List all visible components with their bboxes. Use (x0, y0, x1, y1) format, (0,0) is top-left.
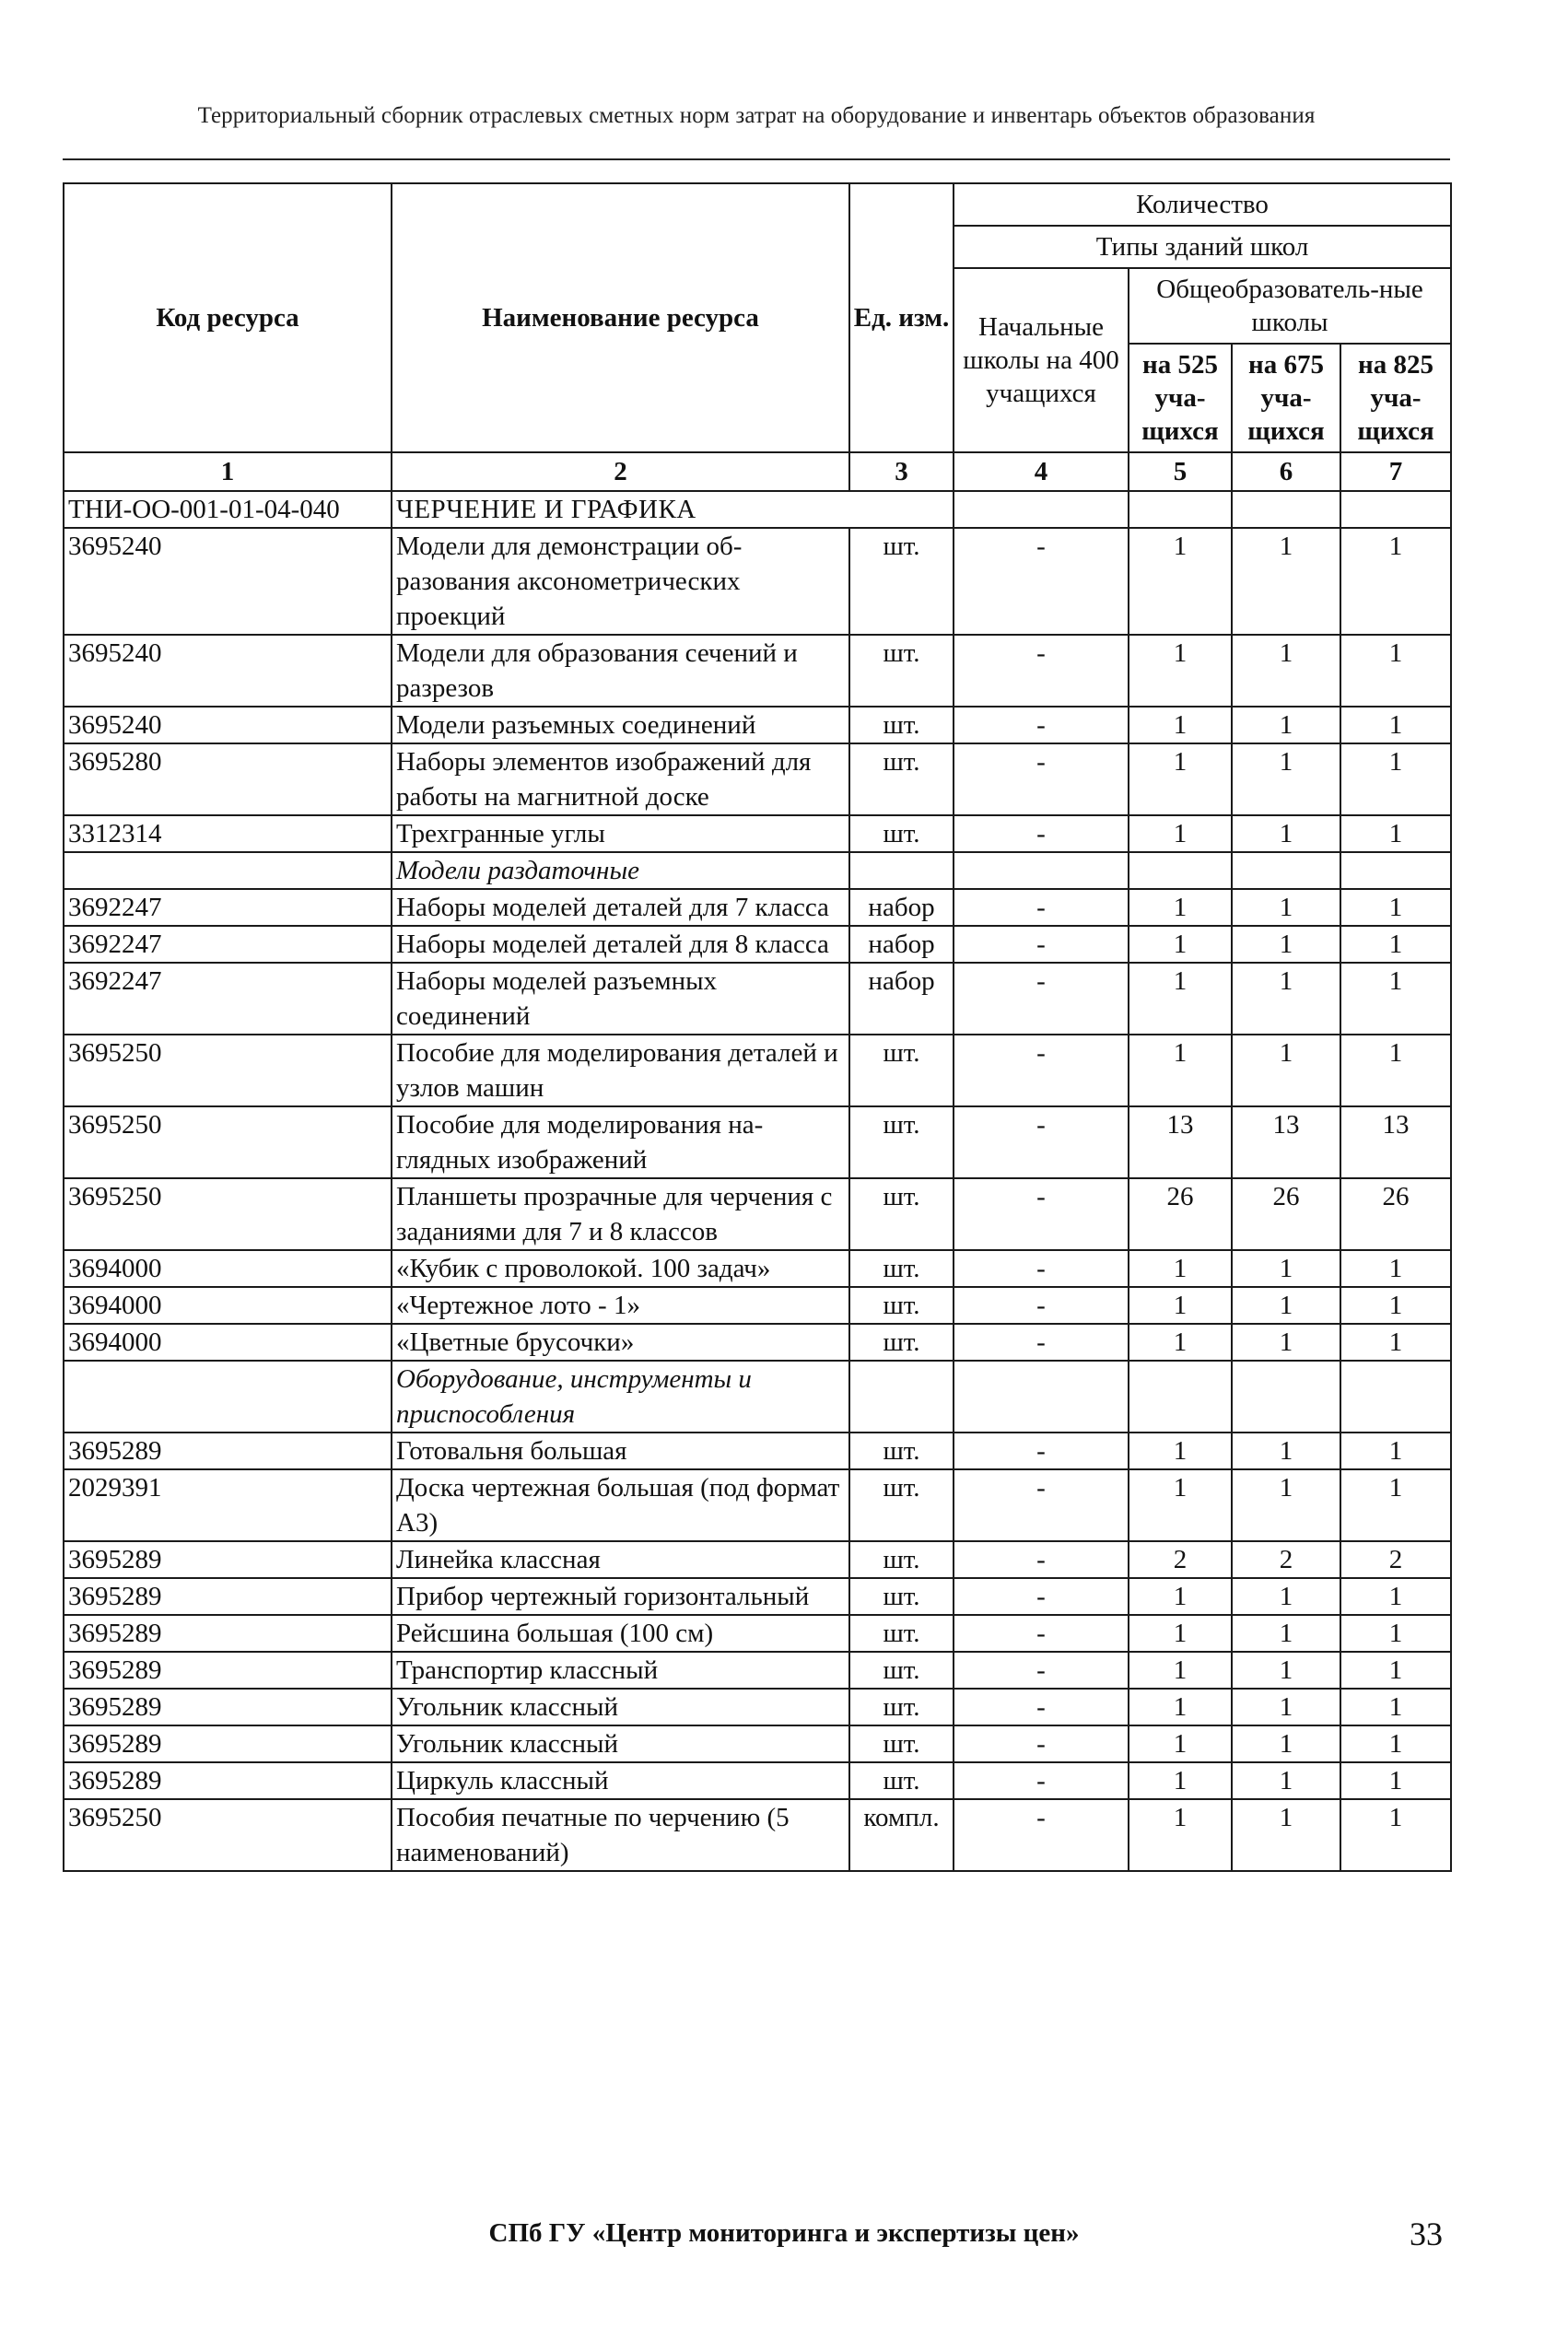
table-row (64, 963, 1451, 1035)
unit: шт. (849, 1433, 954, 1469)
qty-675: 26 (1232, 1178, 1340, 1250)
resource-name: Доска чертежная большая (под формат А3) (392, 1469, 849, 1541)
qty-primary-400: - (954, 707, 1129, 743)
subsection-title: Оборудование, инструменты и приспособления (392, 1361, 849, 1433)
unit: шт. (849, 815, 954, 852)
subsection-row (64, 852, 1451, 889)
qty-primary-400: - (954, 1762, 1129, 1799)
qty-primary-400: - (954, 1250, 1129, 1287)
resource-name: Циркуль классный (392, 1762, 849, 1799)
qty-525: 1 (1129, 1035, 1232, 1106)
qty-825: 1 (1340, 1615, 1451, 1652)
section-code: ТНИ-ОО-001-01-04-040 (64, 491, 392, 528)
qty-525: 1 (1129, 743, 1232, 815)
qty-825: 1 (1340, 1652, 1451, 1689)
qty-primary-400: - (954, 635, 1129, 707)
subsection-row (64, 1361, 1451, 1433)
qty-675: 1 (1232, 1652, 1340, 1689)
resource-code: 3695240 (64, 635, 392, 707)
column-number-row (64, 452, 1451, 491)
qty-675: 2 (1232, 1541, 1340, 1578)
qty-825: 1 (1340, 635, 1451, 707)
resource-code: 3695289 (64, 1689, 392, 1725)
qty-525: 1 (1129, 1689, 1232, 1725)
col-number: 6 (1232, 452, 1340, 491)
qty-525: 1 (1129, 889, 1232, 926)
qty-primary-400: - (954, 528, 1129, 635)
header-general-schools: Общеобразователь-ные школы (1129, 268, 1451, 344)
table-row (64, 1178, 1451, 1250)
qty-525: 1 (1129, 1469, 1232, 1541)
qty-primary-400: - (954, 926, 1129, 963)
qty-primary-400: - (954, 1652, 1129, 1689)
resource-name: Линейка классная (392, 1541, 849, 1578)
table-row (64, 1652, 1451, 1689)
header-name: Наименование ресурса (392, 183, 849, 452)
resource-name: Готовальня большая (392, 1433, 849, 1469)
qty-525: 1 (1129, 1433, 1232, 1469)
resource-code: 3695250 (64, 1799, 392, 1871)
qty-primary-400: - (954, 1433, 1129, 1469)
qty-525: 1 (1129, 1725, 1232, 1762)
unit: набор (849, 889, 954, 926)
unit: шт. (849, 1250, 954, 1287)
qty-675: 1 (1232, 635, 1340, 707)
resource-name: Планшеты прозрачные для черчения с заданиями для 7 и 8 классов (392, 1178, 849, 1250)
page-number: 33 (1410, 2216, 1443, 2252)
table-row (64, 815, 1451, 852)
unit: шт. (849, 1652, 954, 1689)
unit: шт. (849, 1725, 954, 1762)
table-row (64, 1541, 1451, 1578)
qty-525: 1 (1129, 1615, 1232, 1652)
qty-825: 1 (1340, 1725, 1451, 1762)
qty-825: 1 (1340, 1578, 1451, 1615)
table-row (64, 1615, 1451, 1652)
resource-code: 3694000 (64, 1324, 392, 1361)
resource-name: Пособие для моделирования на-глядных изображений (392, 1106, 849, 1178)
table-row (64, 1250, 1451, 1287)
qty-primary-400: - (954, 1035, 1129, 1106)
qty-primary-400: - (954, 889, 1129, 926)
resource-code: 3694000 (64, 1287, 392, 1324)
page-header: Территориальный сборник отраслевых сметных норм затрат на оборудование и инвентарь объектов образования (197, 103, 1316, 128)
qty-primary-400: - (954, 1578, 1129, 1615)
resource-name: Рейсшина большая (100 см) (392, 1615, 849, 1652)
qty-525: 1 (1129, 707, 1232, 743)
qty-825: 13 (1340, 1106, 1451, 1178)
resource-code: 3312314 (64, 815, 392, 852)
table-row (64, 743, 1451, 815)
resource-name: Угольник классный (392, 1689, 849, 1725)
qty-825: 1 (1340, 528, 1451, 635)
col-number: 5 (1129, 452, 1232, 491)
resource-code: 3692247 (64, 963, 392, 1035)
qty-primary-400: - (954, 1324, 1129, 1361)
section-title: ЧЕРЧЕНИЕ И ГРАФИКА (392, 491, 954, 528)
header-675: на 675 уча-щихся (1232, 344, 1340, 452)
resource-name: Модели для образования сечений и разрезов (392, 635, 849, 707)
resource-code: 3694000 (64, 1250, 392, 1287)
qty-primary-400: - (954, 815, 1129, 852)
qty-primary-400: - (954, 1689, 1129, 1725)
header-unit: Ед. изм. (849, 183, 954, 452)
qty-825: 1 (1340, 1433, 1451, 1469)
table-row (64, 635, 1451, 707)
resource-code: 3695240 (64, 707, 392, 743)
qty-675: 1 (1232, 743, 1340, 815)
table-row (64, 1106, 1451, 1178)
qty-675: 1 (1232, 1615, 1340, 1652)
header-825: на 825 уча-щихся (1340, 344, 1451, 452)
unit: шт. (849, 1324, 954, 1361)
unit: шт. (849, 1106, 954, 1178)
qty-675: 1 (1232, 1578, 1340, 1615)
resource-table (63, 182, 1452, 1872)
qty-675: 1 (1232, 1762, 1340, 1799)
qty-825: 1 (1340, 1762, 1451, 1799)
resource-code: 3695280 (64, 743, 392, 815)
col-number: 2 (392, 452, 849, 491)
resource-name: Наборы элементов изображений для работы на магнитной доске (392, 743, 849, 815)
unit: шт. (849, 1615, 954, 1652)
resource-code: 3692247 (64, 926, 392, 963)
unit: шт. (849, 1178, 954, 1250)
col-number: 3 (849, 452, 954, 491)
unit: шт. (849, 1541, 954, 1578)
header-525: на 525 уча-щихся (1129, 344, 1232, 452)
qty-675: 1 (1232, 1287, 1340, 1324)
qty-825: 1 (1340, 1287, 1451, 1324)
qty-825: 1 (1340, 963, 1451, 1035)
qty-675: 1 (1232, 528, 1340, 635)
resource-name: Наборы моделей разъемных соединений (392, 963, 849, 1035)
table-row (64, 1324, 1451, 1361)
resource-name: Транспортир классный (392, 1652, 849, 1689)
table-row (64, 926, 1451, 963)
unit: шт. (849, 1762, 954, 1799)
qty-675: 1 (1232, 1250, 1340, 1287)
unit: шт. (849, 1035, 954, 1106)
qty-primary-400: - (954, 1469, 1129, 1541)
table-row (64, 1469, 1451, 1541)
qty-825: 1 (1340, 1035, 1451, 1106)
unit: шт. (849, 1689, 954, 1725)
qty-525: 1 (1129, 1250, 1232, 1287)
resource-code: 3695289 (64, 1433, 392, 1469)
qty-525: 1 (1129, 528, 1232, 635)
header-code: Код ресурса (64, 183, 392, 452)
col-number: 1 (64, 452, 392, 491)
resource-code: 3695250 (64, 1178, 392, 1250)
qty-675: 1 (1232, 815, 1340, 852)
qty-525: 1 (1129, 1578, 1232, 1615)
table-row (64, 707, 1451, 743)
qty-825: 1 (1340, 889, 1451, 926)
qty-primary-400: - (954, 1106, 1129, 1178)
header-primary-schools: Начальные школы на 400 учащихся (954, 268, 1129, 452)
qty-primary-400: - (954, 1178, 1129, 1250)
resource-code: 3695289 (64, 1762, 392, 1799)
unit: шт. (849, 743, 954, 815)
unit: шт. (849, 1469, 954, 1541)
qty-525: 1 (1129, 926, 1232, 963)
qty-825: 1 (1340, 815, 1451, 852)
table-row (64, 1287, 1451, 1324)
section-row (64, 491, 1451, 528)
table-row (64, 889, 1451, 926)
qty-675: 1 (1232, 1035, 1340, 1106)
resource-code: 2029391 (64, 1469, 392, 1541)
table-row (64, 1433, 1451, 1469)
qty-825: 1 (1340, 1250, 1451, 1287)
qty-525: 13 (1129, 1106, 1232, 1178)
resource-name: «Цветные брусочки» (392, 1324, 849, 1361)
qty-525: 1 (1129, 1652, 1232, 1689)
unit: компл. (849, 1799, 954, 1871)
qty-primary-400: - (954, 1799, 1129, 1871)
qty-primary-400: - (954, 1287, 1129, 1324)
qty-825: 1 (1340, 926, 1451, 963)
footer-org: СПб ГУ «Центр мониторинга и экспертизы цен» (488, 2218, 1080, 2248)
qty-825: 1 (1340, 1324, 1451, 1361)
qty-primary-400: - (954, 1541, 1129, 1578)
qty-525: 1 (1129, 1324, 1232, 1361)
qty-675: 1 (1232, 926, 1340, 963)
resource-name: Модели для демонстрации об-разования аксонометрических проекций (392, 528, 849, 635)
qty-825: 26 (1340, 1178, 1451, 1250)
resource-code: 3695289 (64, 1578, 392, 1615)
qty-675: 1 (1232, 1799, 1340, 1871)
qty-675: 1 (1232, 1725, 1340, 1762)
qty-primary-400: - (954, 963, 1129, 1035)
table-row (64, 1035, 1451, 1106)
qty-primary-400: - (954, 1615, 1129, 1652)
col-number: 4 (954, 452, 1129, 491)
table-row (64, 1799, 1451, 1871)
resource-code: 3695250 (64, 1106, 392, 1178)
qty-525: 1 (1129, 1799, 1232, 1871)
unit: шт. (849, 635, 954, 707)
qty-825: 1 (1340, 707, 1451, 743)
resource-code: 3695289 (64, 1652, 392, 1689)
qty-675: 1 (1232, 889, 1340, 926)
qty-525: 1 (1129, 1762, 1232, 1799)
resource-code: 3695289 (64, 1541, 392, 1578)
qty-675: 1 (1232, 1469, 1340, 1541)
resource-code: 3695289 (64, 1615, 392, 1652)
resource-name: Трехгранные углы (392, 815, 849, 852)
qty-825: 2 (1340, 1541, 1451, 1578)
resource-name: Наборы моделей деталей для 8 класса (392, 926, 849, 963)
resource-name: «Чертежное лото - 1» (392, 1287, 849, 1324)
header-quantity: Количество (954, 183, 1451, 226)
resource-code: 3695250 (64, 1035, 392, 1106)
unit: шт. (849, 1578, 954, 1615)
qty-525: 26 (1129, 1178, 1232, 1250)
qty-primary-400: - (954, 1725, 1129, 1762)
qty-675: 1 (1232, 963, 1340, 1035)
qty-primary-400: - (954, 743, 1129, 815)
qty-825: 1 (1340, 1689, 1451, 1725)
unit: набор (849, 963, 954, 1035)
qty-525: 1 (1129, 635, 1232, 707)
subsection-title: Модели раздаточные (392, 852, 849, 889)
table-row (64, 1578, 1451, 1615)
unit: шт. (849, 1287, 954, 1324)
qty-525: 1 (1129, 815, 1232, 852)
qty-825: 1 (1340, 743, 1451, 815)
resource-code: 3692247 (64, 889, 392, 926)
table-row (64, 1689, 1451, 1725)
col-number: 7 (1340, 452, 1451, 491)
qty-675: 13 (1232, 1106, 1340, 1178)
table-row (64, 1762, 1451, 1799)
qty-675: 1 (1232, 1324, 1340, 1361)
unit: набор (849, 926, 954, 963)
resource-name: «Кубик с проволокой. 100 задач» (392, 1250, 849, 1287)
resource-name: Прибор чертежный горизонтальный (392, 1578, 849, 1615)
table-row (64, 1725, 1451, 1762)
resource-name: Угольник классный (392, 1725, 849, 1762)
qty-825: 1 (1340, 1799, 1451, 1871)
qty-525: 2 (1129, 1541, 1232, 1578)
resource-name: Наборы моделей деталей для 7 класса (392, 889, 849, 926)
qty-675: 1 (1232, 1433, 1340, 1469)
qty-675: 1 (1232, 707, 1340, 743)
qty-825: 1 (1340, 1469, 1451, 1541)
resource-name: Пособие для моделирования деталей и узлов машин (392, 1035, 849, 1106)
resource-name: Пособия печатные по черчению (5 наименований) (392, 1799, 849, 1871)
unit: шт. (849, 528, 954, 635)
qty-525: 1 (1129, 963, 1232, 1035)
table-row (64, 528, 1451, 635)
resource-code: 3695289 (64, 1725, 392, 1762)
unit: шт. (849, 707, 954, 743)
resource-code: 3695240 (64, 528, 392, 635)
qty-675: 1 (1232, 1689, 1340, 1725)
header-divider (63, 158, 1450, 160)
resource-name: Модели разъемных соединений (392, 707, 849, 743)
header-building-types: Типы зданий школ (954, 226, 1451, 268)
qty-525: 1 (1129, 1287, 1232, 1324)
